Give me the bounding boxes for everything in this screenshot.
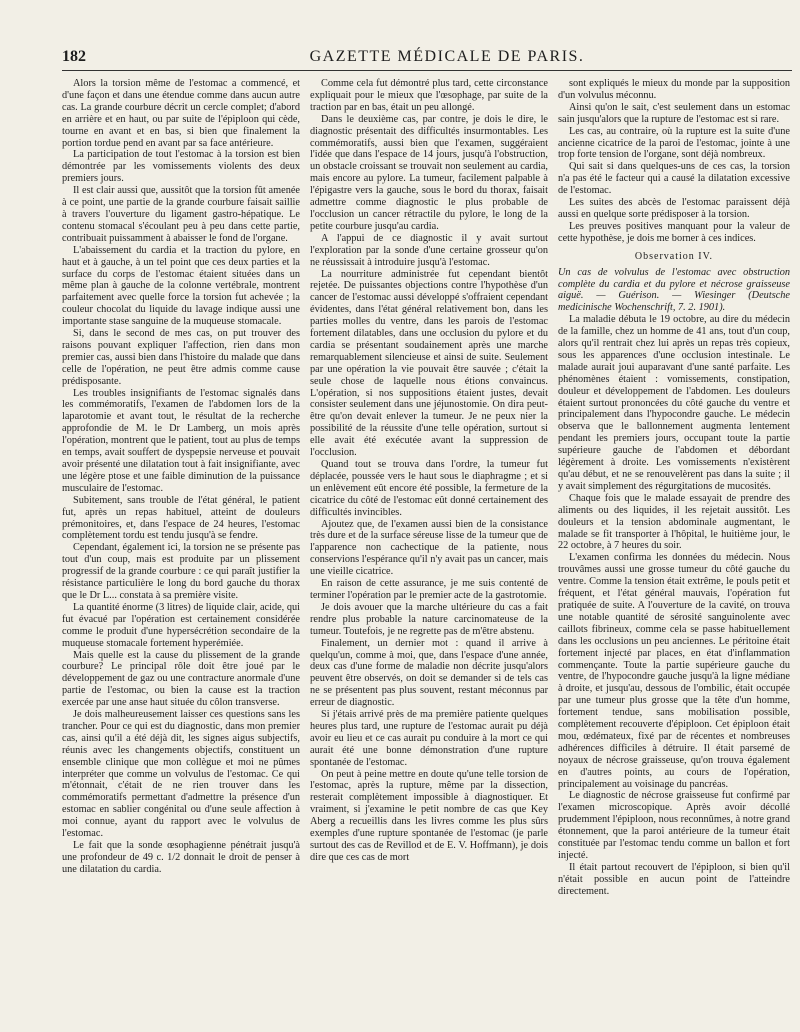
paragraph: La quantité énorme (3 litres) de liquide clair, acide, qui fut évacué par l'opération est certainement considérée comme le produit d'une hypersécrétion secondaire de la muqueuse stomacale fortement hyperémiée.	[62, 601, 300, 649]
text-column-3	[558, 78, 790, 1026]
text-column-2	[310, 78, 548, 1026]
paragraph: Dans le deuxième cas, par contre, je dois le dire, le diagnostic présentait des difficultés insurmontables. Les commémoratifs, aussi bien que l'examen, suggéraient l'idée que dans l'espace de 14 jours, jusqu'à l'obstruction, un obstacle croissant se trouvait non seulement au cardia, mais encore au pylore. La tumeur, facilement palpable à l'épigastre vers la gauche, sous le bord du thorax, faisait admettre comme diagnostic le plus probable de l'occlusion un cancer rétractile du pylore, le long de la petite courbure jusqu'au cardia.	[310, 113, 548, 232]
paragraph: Chaque fois que le malade essayait de prendre des aliments ou des liquides, il les rejetait aussitôt. Les douleurs et la tension abdominale augmentant, le malade se fit transporter à l'hôpital, le huitième jour, le 22 octobre, à 7 heures du soir.	[558, 492, 790, 552]
paragraph: Si j'étais arrivé près de ma première patiente quelques heures plus tard, une rupture de l'estomac aurait pu déjà avoir eu lieu et ce cas aurait pu conduire à la mort ce qui aurait été une bonne démonstration d'une rupture spontanée de l'estomac.	[310, 709, 548, 768]
paragraph: Qui sait si dans quelques-uns de ces cas, la torsion n'a pas été le facteur qui a causé la dilatation excessive de l'estomac.	[558, 161, 790, 197]
paragraph: Quand tout se trouva dans l'ordre, la tumeur fut déplacée, poussée vers le haut sous le diaphragme ; et si un enlèvement eût encore été possible, la fermeture de la cicatrice du côté de l'estomac eût donné certainement des difficultés invincibles.	[310, 459, 548, 518]
paragraph: Comme cela fut démontré plus tard, cette circonstance expliquait pour le mieux que l'œsophage, par suite de la traction par en bas, était un peu allongé.	[310, 78, 548, 113]
paragraph: L'abaissement du cardia et la traction du pylore, en haut et à gauche, à un tel point que ces deux parties et la surface du corps de l'estomac étaient situées dans un même plan à gauche de la colonne vertébrale, montrent parfaitement avec quelle force la torsion fut achevée ; la couleur chocolat du liquide du lavage indique aussi une importante stase sanguine de la muqueuse stomacale.	[62, 244, 300, 328]
paragraph: Mais quelle est la cause du plissement de la grande courbure? Le principal rôle doit être joué par le développement de gaz ou une contracture anormale d'une partie de l'estomac, ou bien la cause est la traction exercée par une anse haut située du côlon transverse.	[62, 649, 300, 709]
paragraph: Ainsi qu'on le sait, c'est seulement dans un estomac sain jusqu'alors que la rupture de l'estomac est si rare.	[558, 101, 790, 125]
paragraph: Subitement, sans trouble de l'état général, le patient fut, après un repas habituel, atteint de douleurs prémonitoires, et, dans l'espace de 24 heures, l'estomac complètement tordu est tendu jusqu'à se fendre.	[62, 494, 300, 542]
paragraph: Il était partout recouvert de l'épiploon, si bien qu'il n'était possible en aucun point de l'atteindre directement.	[558, 861, 790, 897]
paragraph: L'examen confirma les données du médecin. Nous trouvâmes aussi une grosse tumeur du côté gauche du ventre. Comme la tension était extrême, le pouls petit et fréquent, et l'état général mauvais, l'opération fut pratiquée de suite. A l'ouverture de la cavité, on trouva une notable quantité de sérosité sanguinolente avec caillots fibrineux, comme cela se passe habituellement dans les occlusions un peu anciennes. Le péritoine était fortement injecté par places, en état d'inflammation commençante. Toute la partie supérieure gauche du ventre, de l'hypocondre gauche jusqu'à la ligne médiane à droite, et jusqu'au, dessous de l'ombilic, était occupée par une tumeur plus grosse que la tête d'un homme, fortement tendue, sans mobilisation possible, complètement recouverte d'épiploon. Cet épiploon était mou, œdémateux, fixé par de récentes et nombreuses adhérences difficiles à détruire. Il était parsemé de noyaux de nécrose graisseuse, qu'on trouva également en d'autres points, au cours de l'opération, principalement au voisinage du pancréas.	[558, 552, 790, 790]
paragraph: Je dois avouer que la marche ultérieure du cas a fait rendre plus probable la nature carcinomateuse de la tumeur. Toutefois, je ne regrette pas de m'être abstenu.	[310, 601, 548, 637]
paragraph: Les preuves positives manquant pour la valeur de cette hypothèse, je dois me borner à ces indices.	[558, 220, 790, 244]
column-3-intro	[558, 78, 790, 245]
column-3-body	[558, 314, 790, 897]
text-column-1	[62, 78, 300, 1026]
paragraph: Les suites des abcès de l'estomac paraissent déjà aussi en quelque sorte prédisposer à la torsion.	[558, 197, 790, 220]
observation-heading: Observation IV.	[634, 250, 714, 262]
paragraph: Je dois malheureusement laisser ces questions sans les trancher. Pour ce qui est du diagnostic, dans mon premier cas, ainsi qu'il a été déjà dit, les signes aigus subjectifs, réunis avec les changements objectifs, constituent un ensemble clinique que mon collègue et moi ne pûmes interpréter que comme un volvulus de l'estomac. Ce qui m'étonnait, c'était de ne rien trouver dans les commémoratifs permettant d'admettre la présence d'un estomac en sablier congénital ou d'une seule affection à moi connue, ayant du rapport avec le volvulus de l'estomac.	[62, 709, 300, 840]
paragraph: Finalement, un dernier mot : quand il arrive à quelqu'un, comme à moi, que, dans l'espace d'une année, deux cas d'une forme de maladie non décrite jusqu'alors peuvent être observés, on doit se demander si de tels cas ne se présentent pas plus souvent, restant méconnus par erreur de diagnostic.	[310, 637, 548, 709]
paragraph: Ajoutez que, de l'examen aussi bien de la consistance très dure et de la surface séreuse lisse de la tumeur que de l'apparence non cachectique de la patiente, nous conservions l'espérance qu'il n'y avait pas un cancer, mais une vieille cicatrice.	[310, 518, 548, 578]
paragraph: Le diagnostic de nécrose graisseuse fut confirmé par l'examen microscopique. Après avoir décollé prudemment l'épiploon, nous reconnûmes, à notre grand étonnement, que la paroi antérieure de la tumeur était constituée par l'estomac tendu comme un ballon et fort injecté.	[558, 790, 790, 861]
observation-citation: Un cas de volvulus de l'estomac avec obstruction complète du cardia et du pylore et nécrose graisseuse aiguë. — Guérison. — Wiesinger (Deutsche medicinische Wochenschrift, 7. 2. 1901).	[558, 266, 790, 314]
paragraph: Il est clair aussi que, aussitôt que la torsion fût amenée à ce point, une partie de la grande courbure faisait saillie à travers l'ouverture du ligament gastro-hépatique. Le contenu stomacal s'écoulant peu à peu dans cette partie, contribuait puissamment à abaisser le fond de l'organe.	[62, 185, 300, 244]
paragraph: La nourriture administrée fut cependant bientôt rejetée. De puissantes objections contre l'hypothèse d'un cancer de l'estomac aussi développé s'offraient cependant évidentes, dans l'état général relativement bon, dans les parties molles du ventre, dans les parois de l'estomac fortement dilatables, dans une occlusion du pylore et du cardia se présentant soudainement après une marche remarquablement silencieuse et ainsi de suite. Seulement par une opération la vie pouvait être sauvée ; c'était la seule chose de laquelle nous étions convaincus. L'opération, si nos suppositions étaient justes, devait consister seulement dans une jéjunostomie. On dira peut-être qu'on devait enlever la tumeur. Je ne peux nier la possibilité de la réussite d'une telle opération, surtout si elle avait été exécutée avant la suppression de l'occlusion.	[310, 268, 548, 459]
page-header	[62, 48, 792, 71]
paragraph: En raison de cette assurance, je me suis contenté de terminer l'opération par le premier acte de la gastrotomie.	[310, 578, 548, 601]
journal-title: GAZETTE MÉDICALE DE PARIS.	[309, 48, 585, 65]
paragraph: Le fait que la sonde œsophagienne pénétrait jusqu'à une profondeur de 49 c. 1/2 donnait le droit de penser à une dilatation du cardia.	[62, 840, 300, 875]
paragraph: Cependant, également ici, la torsion ne se présente pas tout d'un coup, mais est produite par un plissement progressif de la grande courbure : ce qui paraît justifier la résistance particulière le long du bord gauche du thorax que le Dr L... constata à sa première visite.	[62, 542, 300, 601]
paragraph: On peut à peine mettre en doute qu'une telle torsion de l'estomac, après la rupture, même par la dissection, resterait complètement impossible à diagnostiquer. Et vraiment, si j'examine le petit nombre de cas que Key Aberg a recueillis dans les livres comme les plus sûrs exemples d'une rupture spontanée de l'estomac (je parle surtout des cas de Revillod et de E. V. Hoffmann), je dois dire que ces cas de mort	[310, 768, 548, 863]
paragraph: sont expliqués le mieux du monde par la supposition d'un volvulus méconnu.	[558, 78, 790, 101]
paragraph: A l'appui de ce diagnostic il y avait surtout l'exploration par la sonde d'une certaine grosseur qu'on ne réussissait à introduire jusqu'à l'estomac.	[310, 232, 548, 268]
paragraph: La participation de tout l'estomac à la torsion est bien démontrée par les vomissements violents des deux premiers jours.	[62, 149, 300, 185]
paragraph: Alors la torsion même de l'estomac a commencé, et d'une façon et dans une étendue comme dans aucun autre cas. La grande courbure décrit un cercle complet; d'abord en arrière et en haut, ou par suite de l'épiploon qui cède, tourne en avant et en bas, si bien que finalement la portion tordue pend en avant par sa face antérieure.	[62, 78, 300, 149]
paragraph: Les cas, au contraire, où la rupture est la suite d'une ancienne cicatrice de la paroi de l'estomac, jointe à une trop forte tension de l'organe, sont déjà nombreux.	[558, 125, 790, 161]
page-number: 182	[62, 48, 86, 65]
paragraph: Les troubles insignifiants de l'estomac signalés dans les commémoratifs, l'examen de l'abdomen lors de la laparotomie et avant tout, le résultat de la recherche approfondie de M. le Dr Lamberg, un mois après l'opération, montrent que le patient, tout au plus de temps en temps, avait souffert de dyspepsie nerveuse et pouvait avoir présenté une dilatation tout à fait insignifiante, avec une légère ptose et une faible diminution de la puissance musculaire de l'estomac.	[62, 387, 300, 494]
paragraph: Si, dans le second de mes cas, on put trouver des raisons pouvant expliquer l'affection, rien dans mon premier cas, aussi bien dans l'histoire du malade que dans celle de l'opération, ne peut être admis comme cause prédisposante.	[62, 328, 300, 387]
paragraph: La maladie débuta le 19 octobre, au dire du médecin de la famille, chez un homme de 41 ans, tout d'un coup, alors qu'il rentrait chez lui après un repas très copieux, sous les apparences d'une occlusion intestinale. Le malade aurait joui auparavant d'une santé parfaite. Les phénomènes étaient : vomissements, constipation, douleur et développement de l'abdomen. Les douleurs étaient surtout prononcées du côté gauche du ventre et principalement dans l'hypocondre gauche. Le médecin observa que le ballonnement augmenta lentement pendant les premiers jours, occupant toute la partie supérieure gauche de l'abdomen et débordant légèrement à droite. Les vomissements n'existèrent qu'au début, et ne se renouvelèrent pas dans la suite ; il y avait simplement des régurgitations de mucosités.	[558, 314, 790, 492]
